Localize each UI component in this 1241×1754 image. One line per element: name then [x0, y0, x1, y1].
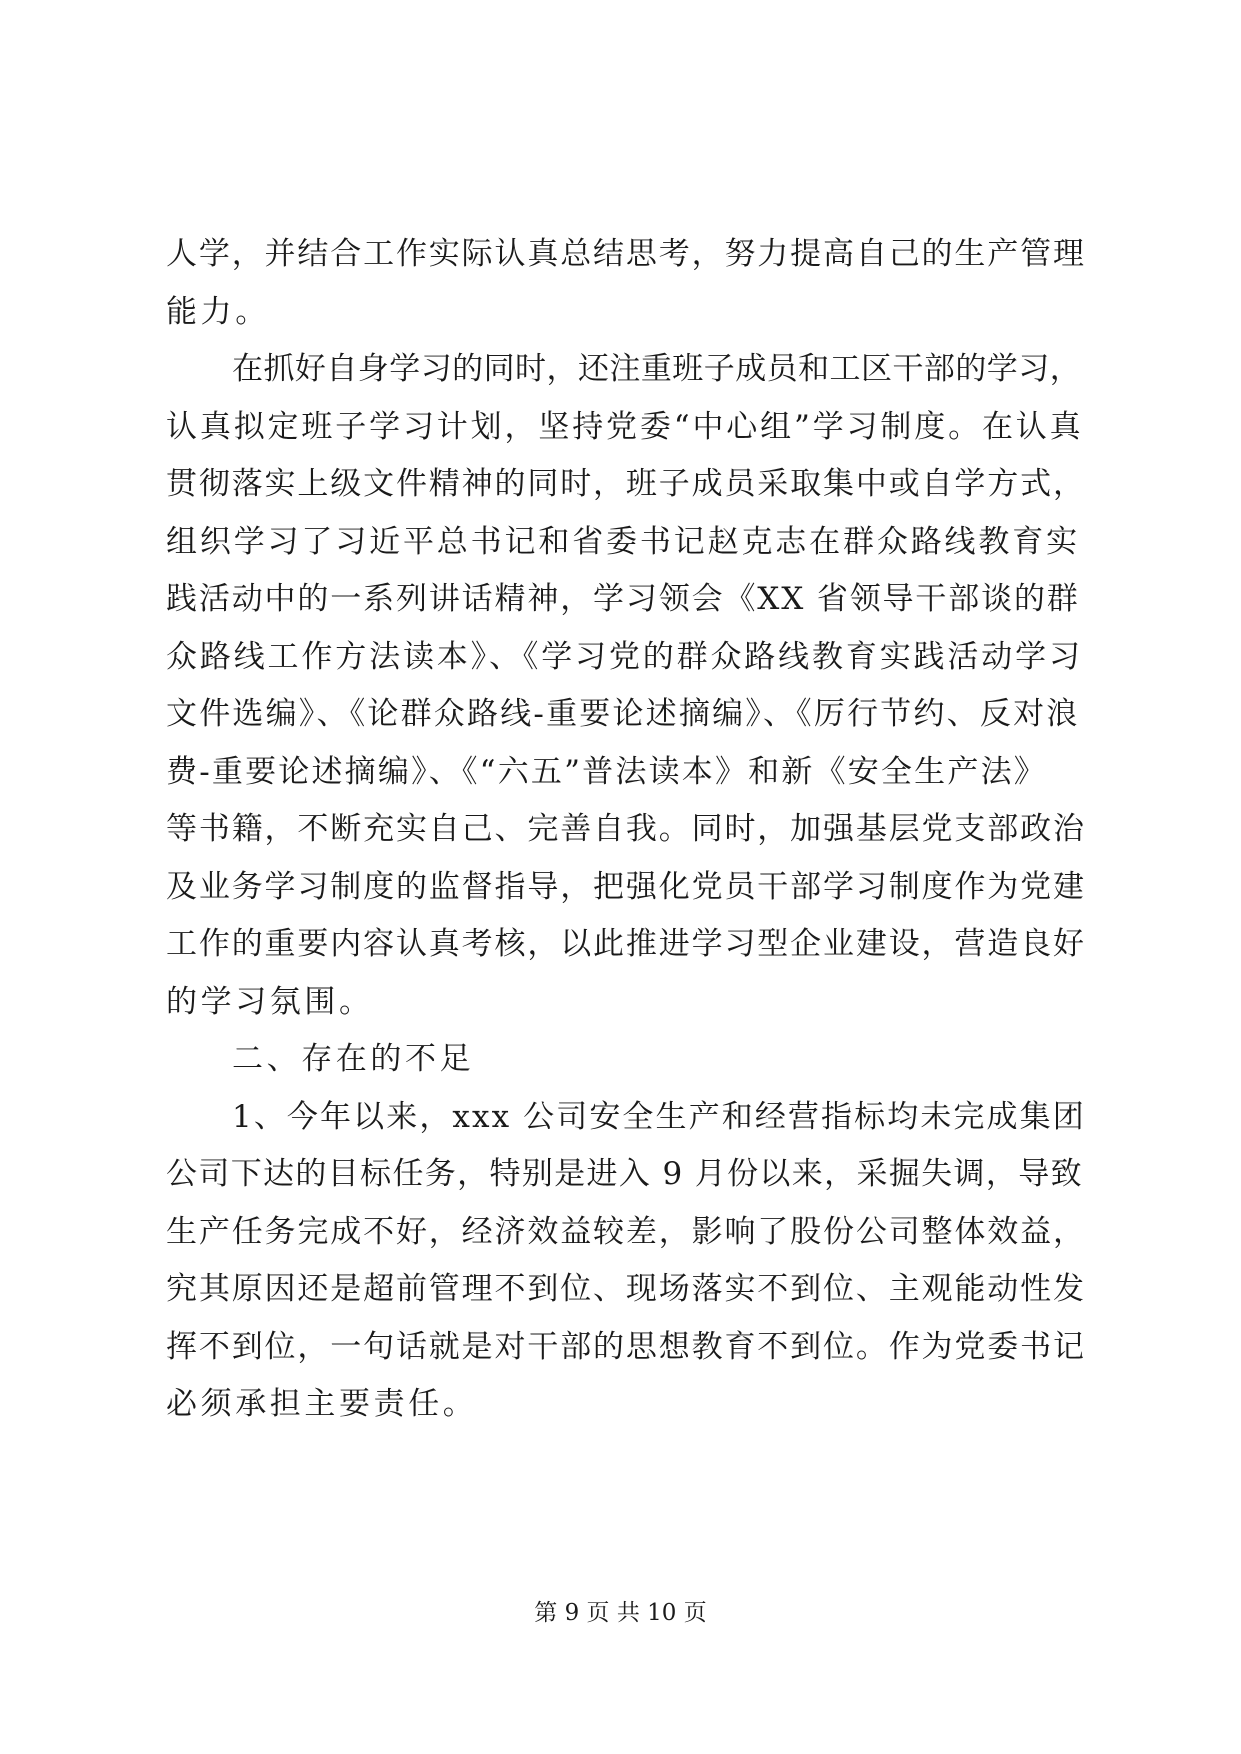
text-line: 文件选编》、《论群众路线-重要论述摘编》、《厉行节约、反对浪: [166, 696, 1080, 732]
text-line: 践活动中的一系列讲话精神，学习领会《XX 省领导干部谈的群: [166, 581, 1080, 617]
text-line: 认真拟定班子学习计划，坚持党委“中心组”学习制度。在认真: [166, 408, 1084, 445]
text-line: 究其原因还是超前管理不到位、现场落实不到位、主观能动性发: [166, 1271, 1086, 1307]
text-line: 众路线工作方法读本》、《学习党的群众路线教育实践活动学习: [166, 638, 1083, 675]
text-line: 生产任务完成不好，经济效益较差，影响了股份公司整体效益，: [166, 1213, 1086, 1250]
text-line: 及业务学习制度的监督指导，把强化党员干部学习制度作为党建: [166, 868, 1086, 905]
text-line: 人学，并结合工作实际认真总结思考，努力提高自己的生产管理: [166, 236, 1086, 272]
text-line: 能力。: [166, 293, 270, 330]
text-line: 贯彻落实上级文件精神的同时，班子成员采取集中或自学方式，: [166, 466, 1086, 502]
text-line: 1、今年以来，xxx 公司安全生产和经营指标均未完成集团: [232, 1098, 1086, 1135]
page-footer: 第 9 页 共 10 页: [534, 1600, 707, 1626]
text-line: 费-重要论述摘编》、《“六五”普法读本》和新《安全生产法》: [166, 753, 1047, 790]
text-line: 的学习氛围。: [166, 983, 374, 1020]
text-line: 必须承担主要责任。: [166, 1386, 478, 1422]
text-line: 等书籍，不断充实自己、完善自我。同时，加强基层党支部政治: [166, 811, 1086, 847]
document-body: [166, 226, 1086, 1434]
text-line: 在抓好自身学习的同时，还注重班子成员和工区干部的学习，: [232, 351, 1082, 387]
text-line: 组织学习了习近平总书记和省委书记赵克志在群众路线教育实: [166, 523, 1080, 560]
text-line: 工作的重要内容认真考核，以此推进学习型企业建设，营造良好: [166, 926, 1086, 962]
text-line: 挥不到位，一句话就是对干部的思想教育不到位。作为党委书记: [166, 1328, 1086, 1365]
text-line: 公司下达的目标任务，特别是进入 9 月份以来，采掘失调，导致: [166, 1156, 1083, 1192]
section-heading: 二、存在的不足: [232, 1041, 475, 1077]
